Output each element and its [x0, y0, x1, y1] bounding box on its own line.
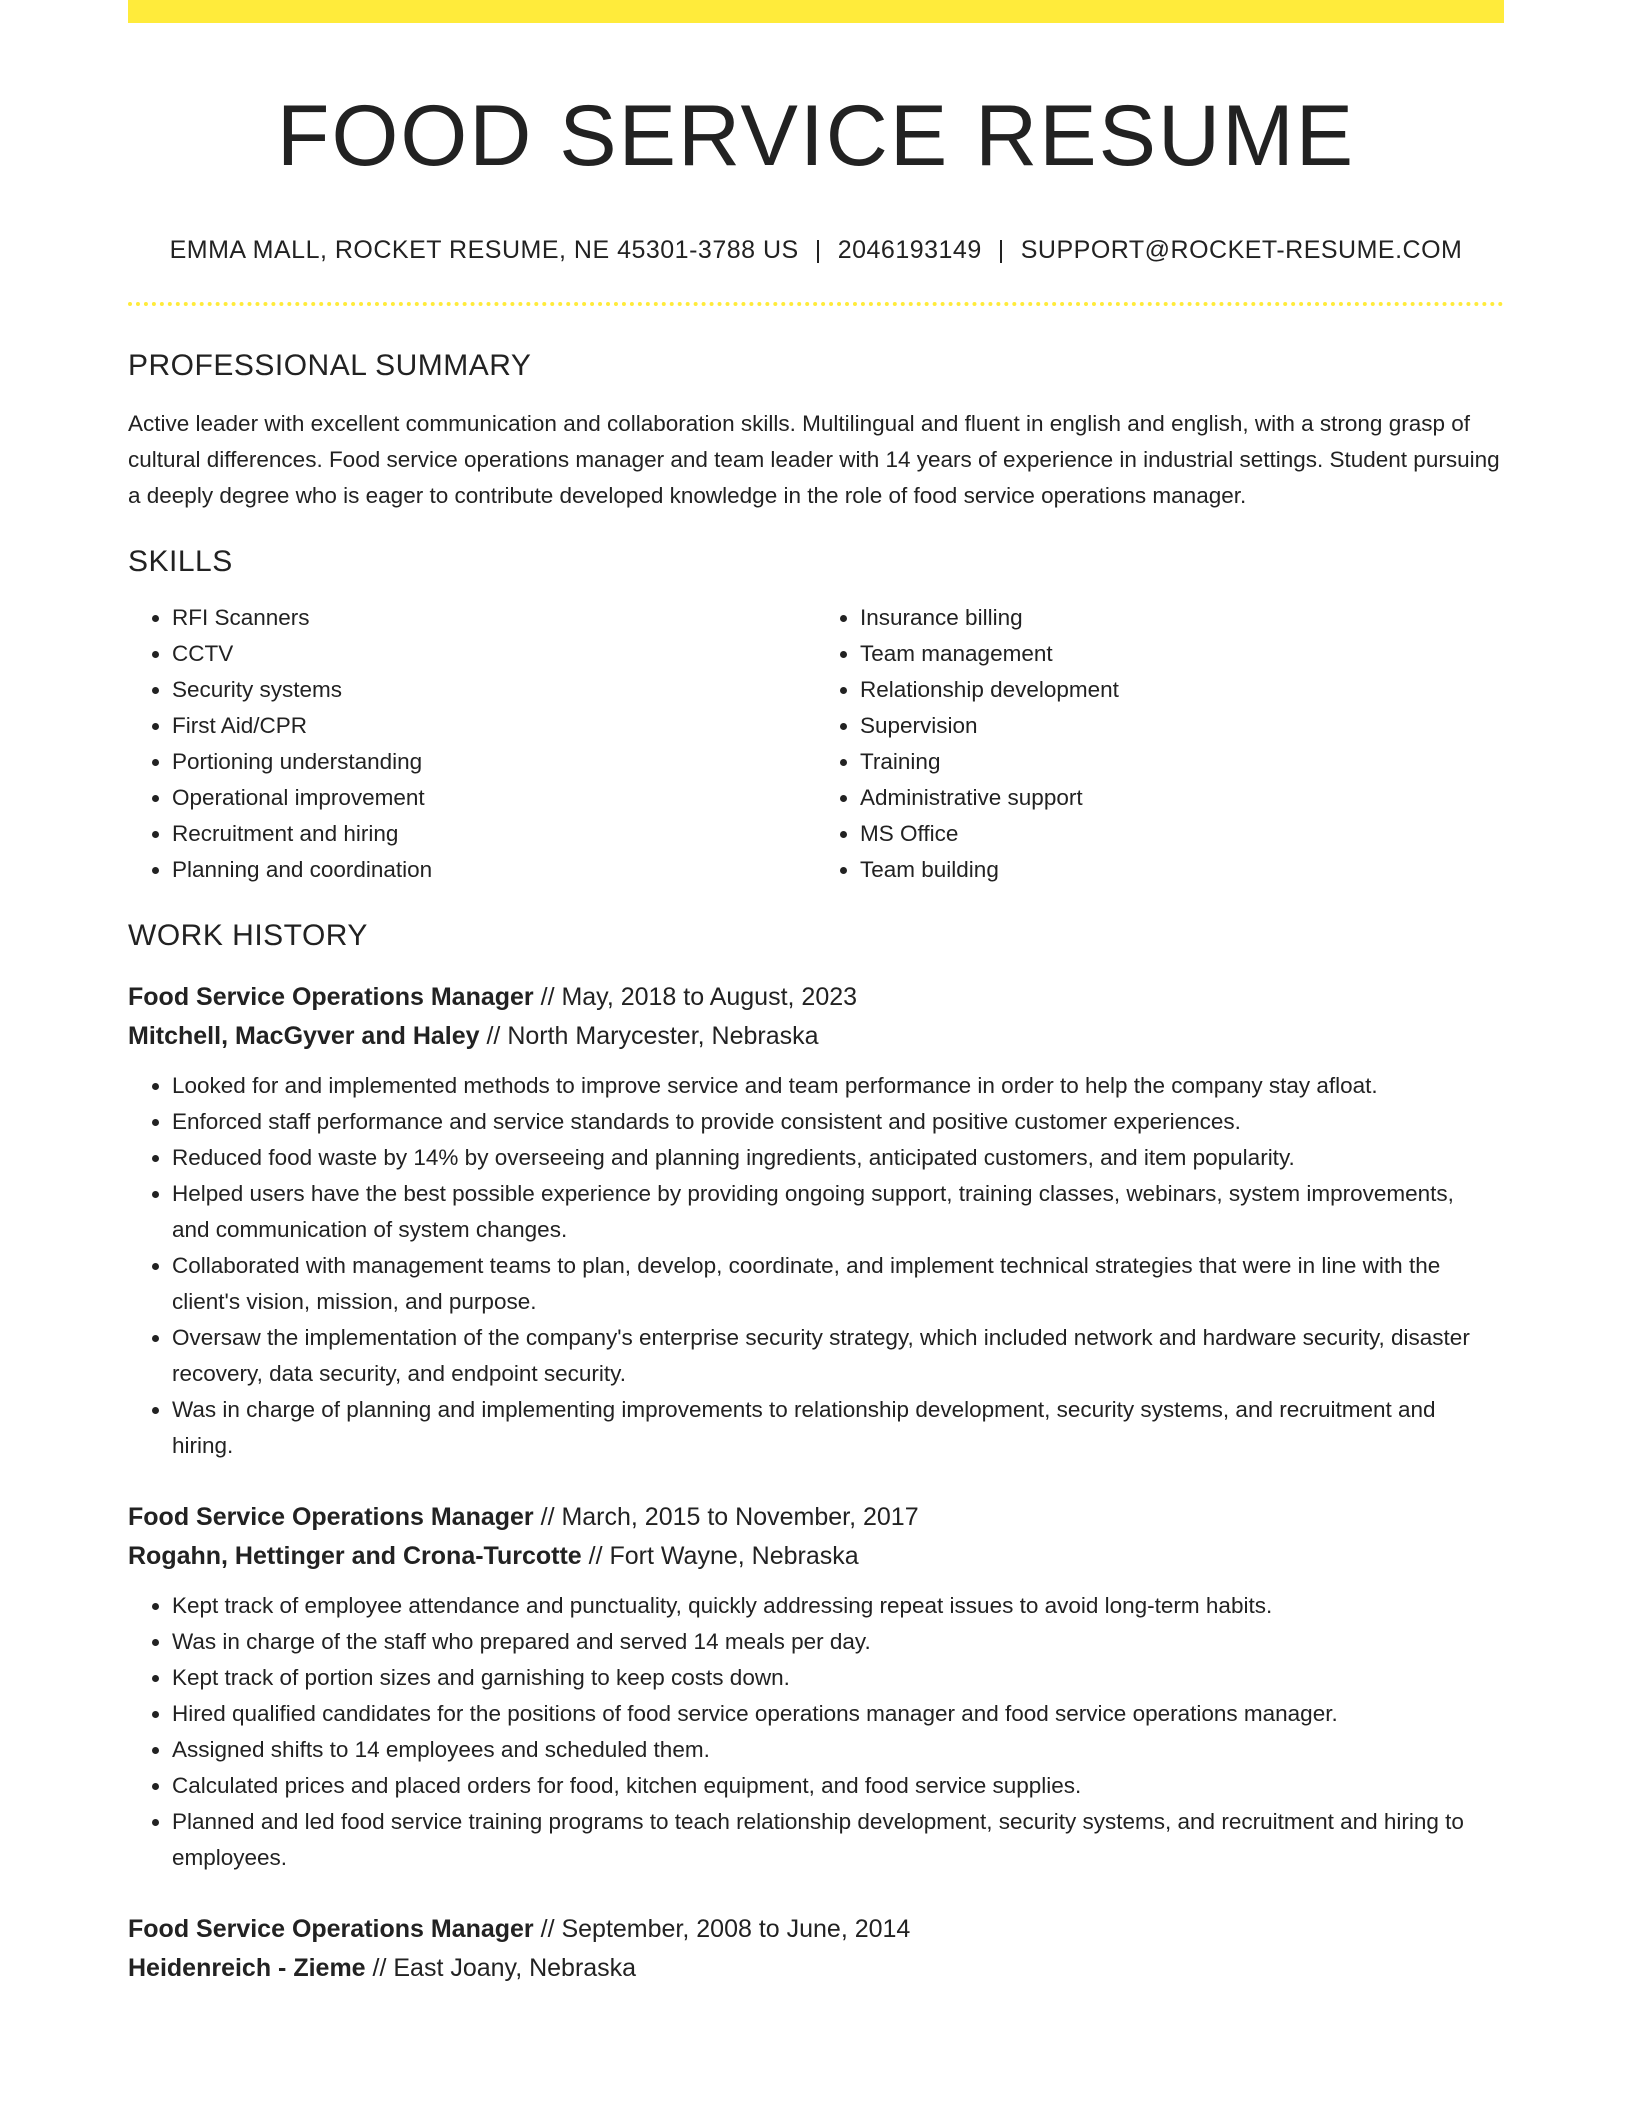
resume-page — [128, 0, 1504, 1988]
skill-item: • MS Office — [860, 816, 1504, 852]
skills-list-right — [816, 600, 1504, 888]
skill-item: • CCTV — [172, 636, 816, 672]
section-heading-summary: PROFESSIONAL SUMMARY — [128, 349, 532, 383]
job-company-line — [128, 1537, 1504, 1576]
skill-item: • RFI Scanners — [172, 600, 816, 636]
section-heading-skills: SKILLS — [128, 545, 233, 579]
job-title-line — [128, 1910, 1504, 1949]
job-bullet: • Kept track of portion sizes and garnishing to keep costs down. — [172, 1660, 1504, 1696]
job-title: Food Service Operations Manager — [128, 1503, 534, 1532]
work-history-section — [128, 918, 1504, 1988]
job-bullet: • Collaborated with management teams to plan, develop, coordinate, and implement technical strategies that were in line with the client's vision, mission, and purpose. — [172, 1248, 1504, 1320]
job-bullet: • Calculated prices and placed orders for food, kitchen equipment, and food service supplies. — [172, 1768, 1504, 1804]
job-location: // Fort Wayne, Nebraska — [581, 1542, 859, 1571]
dotted-divider — [128, 302, 1504, 306]
job-bullet: • Was in charge of planning and implementing improvements to relationship development, security systems, and recruitment and hiring. — [172, 1392, 1504, 1464]
job-bullets — [128, 1588, 1504, 1876]
job-title-line — [128, 978, 1504, 1017]
skill-item: • First Aid/CPR — [172, 708, 816, 744]
job-bullet: • Helped users have the best possible experience by providing ongoing support, training classes, webinars, system improvements, and communication of system changes. — [172, 1176, 1504, 1248]
job-location: // North Marycester, Nebraska — [479, 1022, 819, 1051]
contact-line — [128, 234, 1504, 267]
job-bullet: • Hired qualified candidates for the positions of food service operations manager and food service operations manager. — [172, 1696, 1504, 1732]
phone: 2046193149 — [837, 235, 982, 264]
resume-title: FOOD SERVICE RESUME — [276, 88, 1356, 184]
job-entry — [128, 1910, 1504, 1988]
skill-item: • Relationship development — [860, 672, 1504, 708]
job-bullet: • Was in charge of the staff who prepared and served 14 meals per day. — [172, 1624, 1504, 1660]
skill-item: • Supervision — [860, 708, 1504, 744]
summary-text: Active leader with excellent communication and collaboration skills. Multilingual and fluent in english and english, with a strong grasp of cultural differences. Food service operations manager and team leader with 14 years of experience in industrial settings. Student pursuing a deeply degree who is eager to contribute developed knowledge in the role of food service operations manager. — [128, 411, 1500, 509]
skills-list-left — [128, 600, 816, 888]
skill-item: • Security systems — [172, 672, 816, 708]
job-bullet: • Assigned shifts to 14 employees and scheduled them. — [172, 1732, 1504, 1768]
job-company: Rogahn, Hettinger and Crona-Turcotte — [128, 1542, 582, 1571]
skill-item: • Administrative support — [860, 780, 1504, 816]
skill-item: • Team management — [860, 636, 1504, 672]
skill-item: • Operational improvement — [172, 780, 816, 816]
job-bullets — [128, 1068, 1504, 1464]
job-dates: // March, 2015 to November, 2017 — [533, 1503, 919, 1532]
job-bullet: • Enforced staff performance and service standards to provide consistent and positive customer experiences. — [172, 1104, 1504, 1140]
skill-item: • Portioning understanding — [172, 744, 816, 780]
email-link[interactable]: SUPPORT@ROCKET-RESUME.COM — [1020, 235, 1463, 264]
summary-section — [128, 348, 1504, 514]
job-dates: // September, 2008 to June, 2014 — [533, 1915, 911, 1944]
separator: | — [814, 235, 822, 264]
skill-item: • Team building — [860, 852, 1504, 888]
job-bullet: • Reduced food waste by 14% by overseeing and planning ingredients, anticipated customers, and item popularity. — [172, 1140, 1504, 1176]
job-company-line — [128, 1017, 1504, 1056]
job-company-line — [128, 1949, 1504, 1988]
job-title: Food Service Operations Manager — [128, 983, 534, 1012]
skill-item: • Planning and coordination — [172, 852, 816, 888]
job-company: Mitchell, MacGyver and Haley — [128, 1022, 480, 1051]
job-bullet: • Oversaw the implementation of the company's enterprise security strategy, which included network and hardware security, disaster recovery, data security, and endpoint security. — [172, 1320, 1504, 1392]
job-company: Heidenreich - Zieme — [128, 1954, 366, 1983]
job-entry — [128, 978, 1504, 1464]
job-bullet: • Planned and led food service training programs to teach relationship development, security systems, and recruitment and hiring to employees. — [172, 1804, 1504, 1876]
skills-columns — [128, 600, 1504, 888]
job-dates: // May, 2018 to August, 2023 — [533, 983, 858, 1012]
skill-item: • Recruitment and hiring — [172, 816, 816, 852]
address: EMMA MALL, ROCKET RESUME, NE 45301-3788 US — [169, 235, 799, 264]
job-title-line — [128, 1498, 1504, 1537]
job-entry — [128, 1498, 1504, 1876]
job-bullet: • Looked for and implemented methods to improve service and team performance in order to help the company stay afloat. — [172, 1068, 1504, 1104]
job-location: // East Joany, Nebraska — [365, 1954, 637, 1983]
skills-section — [128, 544, 1504, 888]
job-title: Food Service Operations Manager — [128, 1915, 534, 1944]
separator: | — [997, 235, 1005, 264]
job-bullet: • Kept track of employee attendance and punctuality, quickly addressing repeat issues to avoid long-term habits. — [172, 1588, 1504, 1624]
skill-item: • Insurance billing — [860, 600, 1504, 636]
skill-item: • Training — [860, 744, 1504, 780]
section-heading-work-history: WORK HISTORY — [128, 919, 368, 953]
accent-top-bar — [128, 0, 1504, 23]
